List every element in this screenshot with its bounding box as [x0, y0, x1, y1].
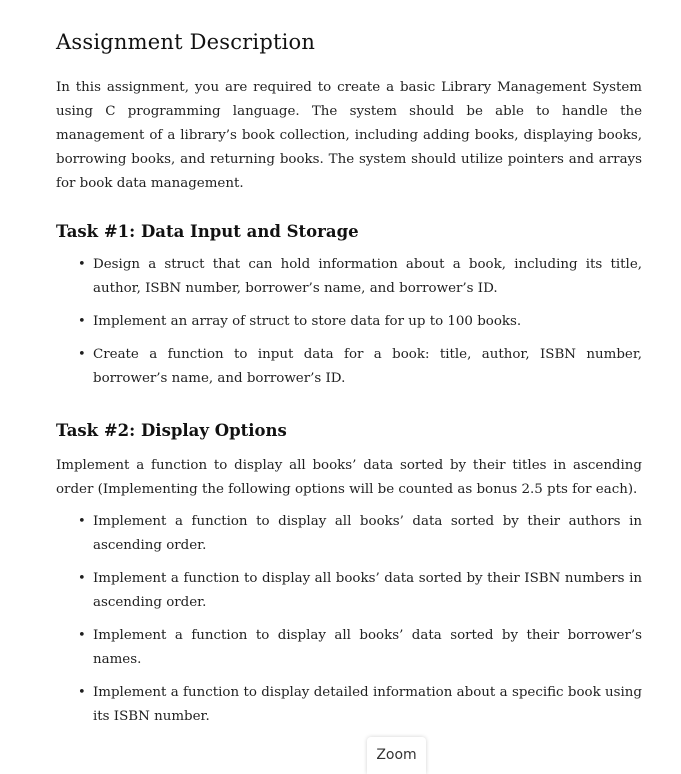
task2-heading: Task #2: Display Options — [56, 421, 287, 440]
bullet-icon: • — [78, 314, 86, 329]
list-item: • Implement a function to display all books’ data sorted by their ISBN numbers in ascending order. — [93, 567, 642, 615]
bullet-icon: • — [78, 628, 86, 643]
page-title: Assignment Description — [56, 30, 316, 54]
list-item: • Create a function to input data for a book: title, author, ISBN number, borrower’s name, and borrower’s ID. — [93, 343, 642, 391]
zoom-button[interactable]: Zoom — [367, 737, 426, 774]
bullet-icon: • — [78, 257, 86, 272]
bullet-icon: • — [78, 685, 86, 700]
bullet-icon: • — [78, 514, 86, 529]
list-item: • Implement a function to display all books’ data sorted by their borrower’s names. — [93, 624, 642, 672]
list-item: • Implement a function to display detailed information about a specific book using its ISBN number. — [93, 681, 642, 729]
task2-section — [56, 421, 642, 729]
task2-list — [56, 510, 642, 729]
list-item: • Design a struct that can hold information about a book, including its title, author, ISBN number, borrower’s name, and borrower’s ID. — [93, 253, 642, 301]
task2-intro: Implement a function to display all books’ data sorted by their titles in ascending order (Implementing the following options will be counted as bonus 2.5 pts for each). — [56, 458, 642, 497]
task1-section — [56, 222, 642, 391]
intro-paragraph: In this assignment, you are required to create a basic Library Management System using C programming language. The system should be able to handle the management of a library’s book collection, including adding books, displaying books, borrowing books, and returning books. The system should utilize pointers and arrays for book data management. — [56, 80, 642, 191]
document-page — [56, 30, 642, 738]
bullet-icon: • — [78, 347, 86, 362]
task1-heading: Task #1: Data Input and Storage — [56, 222, 359, 241]
list-item: • Implement an array of struct to store data for up to 100 books. — [93, 310, 642, 334]
bullet-icon: • — [78, 571, 86, 586]
task1-list — [56, 253, 642, 391]
list-item: • Implement a function to display all books’ data sorted by their authors in ascending order. — [93, 510, 642, 558]
